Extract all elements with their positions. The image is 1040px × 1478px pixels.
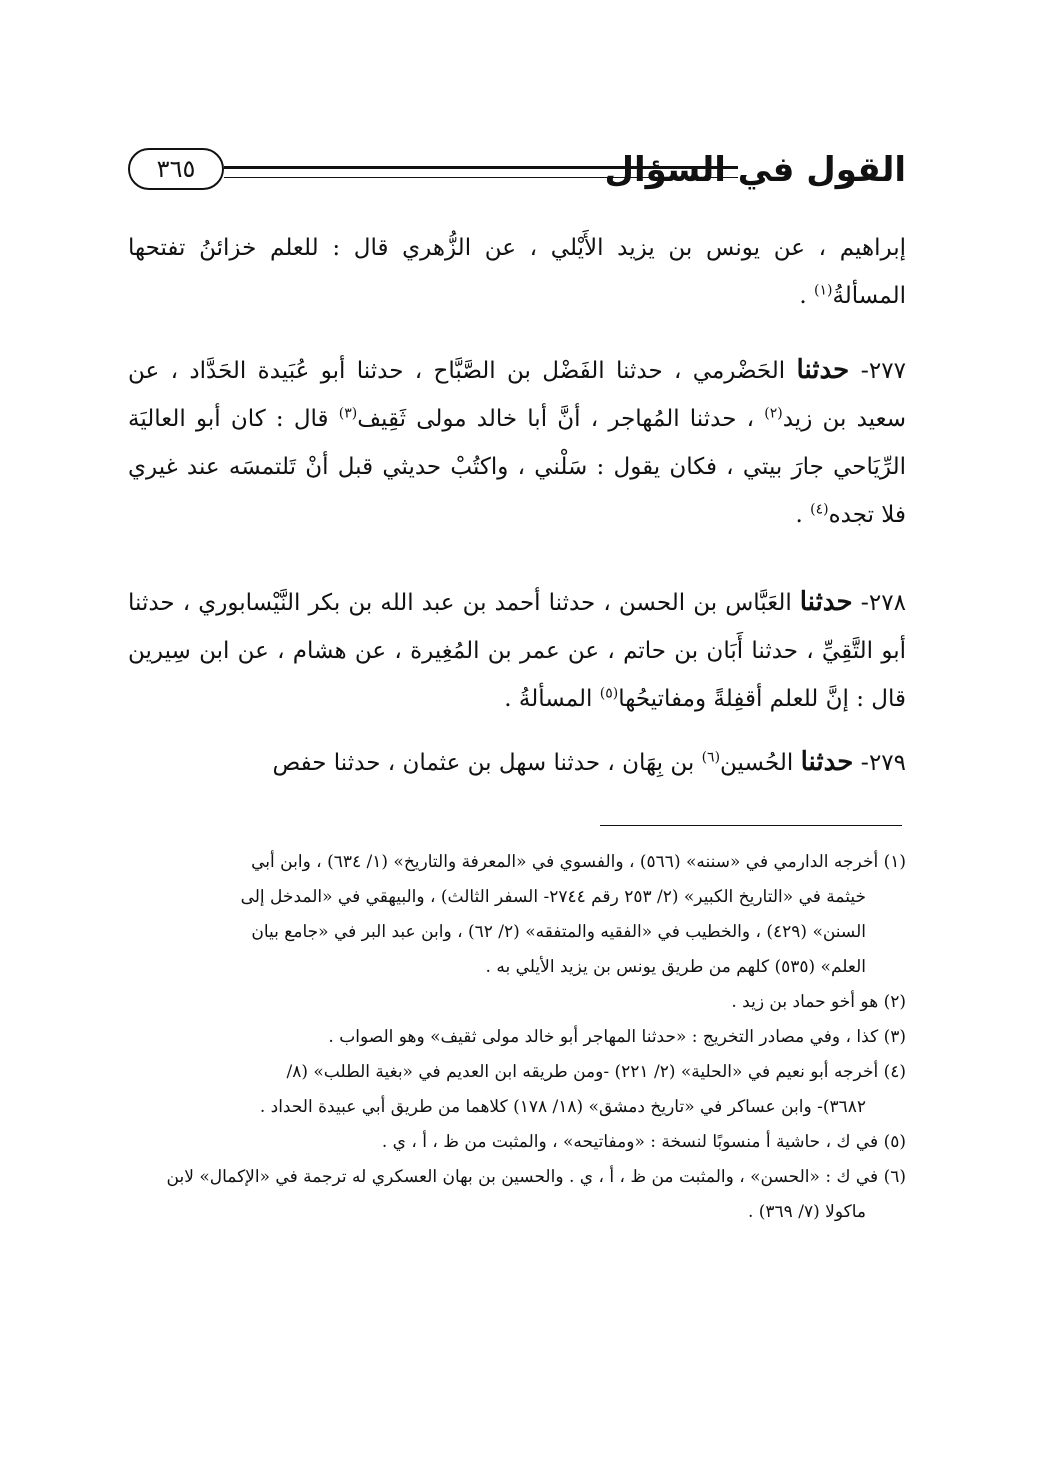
footnote-text: في ك ، حاشية أ منسوبًا لنسخة : «ومفاتيحه» ، والمثبت من ظ ، أ ، ي .: [381, 1132, 884, 1152]
footnotes: [128, 845, 906, 1230]
paragraph-continuation: [128, 224, 906, 320]
hadith-279: [128, 738, 906, 787]
footnote-number: (٥): [883, 1132, 906, 1152]
paragraph-text: الحُسين: [720, 750, 801, 776]
hadith-number: ٢٧٧-: [849, 358, 906, 384]
footnote-ref: (٢): [764, 405, 783, 422]
paragraph-text: ، حدثنا المُهاجر ، أنَّ أبا خالد مولى ثَقِيف: [357, 406, 765, 432]
hadith-278: [128, 578, 906, 723]
paragraph-end: .: [795, 502, 811, 528]
footnote-number: (٣): [883, 1027, 906, 1047]
paragraph-end: .: [799, 283, 814, 309]
footnote-ref: (٣): [338, 405, 358, 422]
footnote-ref: (٦): [701, 749, 721, 766]
page-number: ٣٦٥: [128, 148, 224, 190]
footnote-6-cont: [128, 1195, 906, 1230]
footnote-5: [128, 1125, 906, 1160]
footnote-text: ماكولا (٧/ ٣٦٩) .: [747, 1202, 866, 1222]
footnote-text: ٣٦٨٢)- وابن عساكر في «تاريخ دمشق» (١٨/ ١٧٨) كلاهما من طريق أبي عبيدة الحداد .: [259, 1097, 866, 1117]
footnote-2: [128, 985, 906, 1020]
paragraph-text: المسألةُ .: [504, 686, 600, 712]
paragraph-text: قال : كان أبو العاليَة الرِّيَاحي جارَ بيتي ، فكان يقول : سَلْني ، واكتُبْ حديثي قبل أنْ تَلتمسَه عند غيري فلا تجده: [128, 406, 906, 528]
footnote-1-cont: [128, 950, 906, 985]
footnote-1-cont: [128, 880, 906, 915]
paragraph-text: الحَضْرمي ، حدثنا الفَضْل بن الصَّبَّاح ، حدثنا أبو عُبَيدة الحَدَّاد ، عن سعيد بن زيد: [128, 358, 906, 432]
footnote-text: خيثمة في «التاريخ الكبير» (٢/ ٢٥٣ رقم ٢٧٤٤- السفر الثالث) ، والبيهقي في «المدخل إلى: [240, 887, 866, 907]
footnote-text: العلم» (٥٣٥) كلهم من طريق يونس بن يزيد الأيلي به .: [485, 957, 866, 977]
footnote-1-cont: [128, 915, 906, 950]
footnote-ref: (١): [813, 282, 833, 299]
paragraph-text: بن بِهَان ، حدثنا سهل بن عثمان ، حدثنا حفص: [272, 750, 702, 776]
paragraph-text: العَبَّاس بن الحسن ، حدثنا أحمد بن عبد الله بن بكر النَّيْسابوري ، حدثنا أبو التَّقِيِّ ، حدثنا أَبَان بن حاتم ، عن عمر بن المُغِيرة ، عن هشام ، عن ابن سِيرين قال : إنَّ للعلم أقفِلةً ومفاتيحُها: [128, 590, 906, 712]
footnote-number: (٦): [883, 1167, 906, 1187]
footnote-ref: (٤): [810, 501, 829, 518]
footnote-text: في ك : «الحسن» ، والمثبت من ظ ، أ ، ي . والحسين بن بهان العسكري له ترجمة في «الإكمال» لابن: [166, 1167, 884, 1187]
footnote-3: [128, 1020, 906, 1055]
hadith-number: ٢٧٨-: [852, 590, 906, 616]
paragraph-text: إبراهيم ، عن يونس بن يزيد الأَيْلي ، عن الزُّهري قال : للعلم خزائنُ تفتحها المسألةُ: [128, 235, 906, 309]
footnote-text: كذا ، وفي مصادر التخريج : «حدثنا المهاجر أبو خالد مولى ثقيف» وهو الصواب .: [328, 1027, 884, 1047]
header-rule: [224, 166, 738, 178]
hadith-heading: حدثنا: [796, 355, 850, 385]
footnote-number: (٢): [883, 992, 906, 1012]
footnote-text: هو أخو حماد بن زيد .: [731, 992, 884, 1012]
book-title: القول في السؤال: [604, 150, 906, 190]
hadith-277: [128, 346, 906, 539]
footnote-text: أخرجه أبو نعيم في «الحلية» (٢/ ٢٢١) -ومن طريقه ابن العديم في «بغية الطلب» (٨/: [286, 1062, 884, 1082]
page-header: [128, 148, 906, 196]
footnote-4-cont: [128, 1090, 906, 1125]
hadith-number: ٢٧٩-: [853, 750, 906, 776]
hadith-heading: حدثنا: [800, 747, 854, 777]
footnote-text: أخرجه الدارمي في «سننه» (٥٦٦) ، والفسوي في «المعرفة والتاريخ» (١/ ٦٣٤) ، وابن أبي: [251, 852, 884, 872]
footnote-4: [128, 1055, 906, 1090]
footnote-number: (٤): [883, 1062, 906, 1082]
footnote-text: السنن» (٤٢٩) ، والخطيب في «الفقيه والمتفقه» (٢/ ٦٢) ، وابن عبد البر في «جامع بيان: [251, 922, 866, 942]
footnote-1: [128, 845, 906, 880]
footnote-ref: (٥): [599, 685, 619, 702]
footnote-separator: [600, 825, 902, 826]
hadith-heading: حدثنا: [799, 587, 853, 617]
footnote-number: (١): [883, 852, 906, 872]
footnote-6: [128, 1160, 906, 1195]
